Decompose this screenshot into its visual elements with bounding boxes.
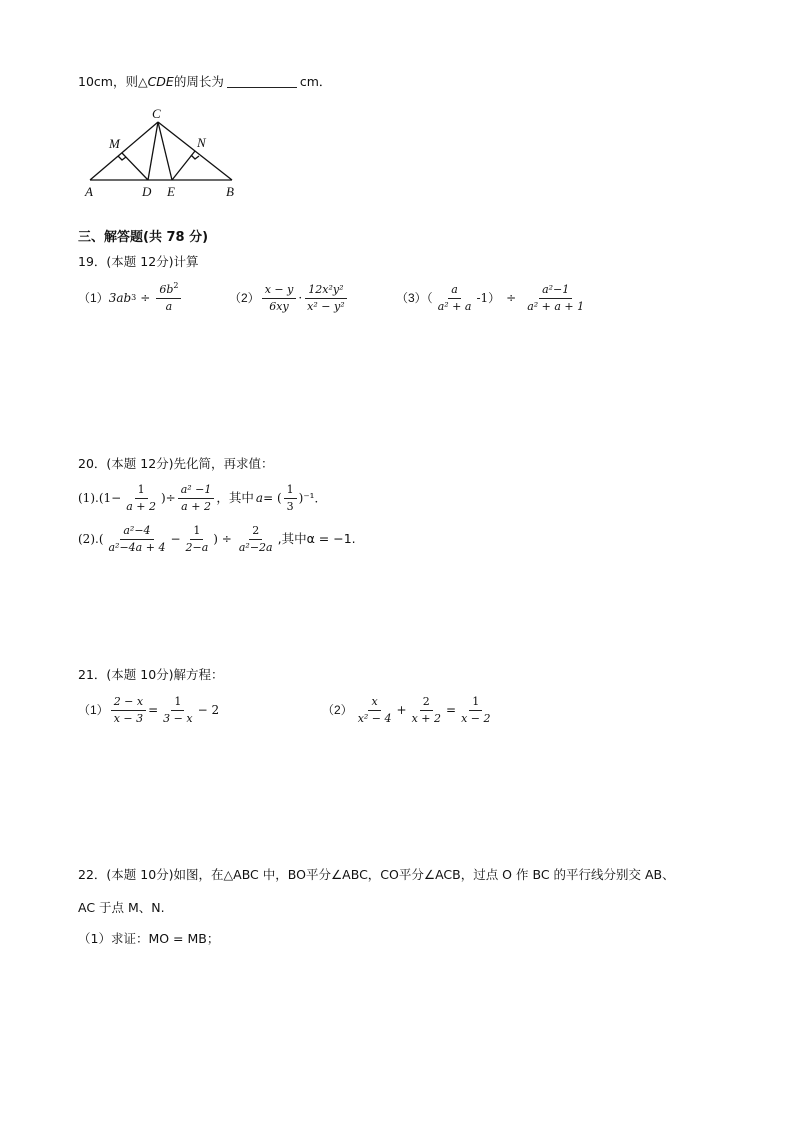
label-d: D (142, 184, 152, 199)
q22-line3: （1）求证：MO = MB； (78, 931, 220, 946)
q19-part1: （1） 3ab 3 ÷ $\frac{6b^2}{a}$ (78, 284, 183, 312)
q18-prefix: 10cm，则△ (78, 74, 148, 89)
q18-tail-line (78, 76, 331, 89)
label-n: N (197, 135, 206, 150)
q22-line1: 22．(本题 10分)如图，在△ABC 中，BO平分∠ABC，CO平分∠ACB，过点 O 作 BC 的平行线分别交 AB、 (78, 867, 675, 882)
q19-part3: （3）（ $\frac{a}{\text{a² + a}}$ -1） ÷ $\frac{\text{a²−1}}{\text{a² + a + 1}}$ (396, 284, 589, 312)
q20-part2: (2).( $\frac{\text{a²−4}}{\text{a²−4a + 4}}$ − $\frac{1}{2-a}$ ) ÷ $\frac{2}{\text{a²−2a}}$ ,其中α = −1. (78, 524, 356, 554)
q19-p1-fraction: $\frac{6b^2}{a}$ (156, 284, 181, 312)
q22-line2: AC 于点 M、N. (78, 900, 165, 915)
right-angle-mark-n (191, 155, 199, 159)
label-m: M (109, 136, 120, 151)
q19-head: 19．(本题 12分)计算 (78, 254, 199, 269)
section-title: 三、解答题(共 78 分) (78, 230, 209, 245)
segment-ac (90, 122, 158, 180)
q19-p2-fraction2: $\frac{\text{12x²y²}}{\text{x² − y²}}$ (307, 283, 345, 313)
q18-triangle: CDE (147, 74, 174, 89)
segment-cd (148, 122, 158, 180)
answer-blank[interactable] (227, 87, 297, 88)
q18-unit: cm． (299, 74, 332, 89)
q21-part2: （2） $\frac{x}{\text{x² − 4}}$ + $\frac{2}{x + 2}$ = $\frac{1}{x - 2}$ (322, 695, 491, 725)
label-b: B (226, 184, 234, 199)
q18-middle: 的周长为 (173, 74, 224, 89)
q19-p3-fraction1: $\frac{a}{\text{a² + a}}$ (437, 283, 472, 313)
label-a: A (85, 184, 93, 199)
label-c: C (152, 106, 161, 121)
label-e: E (167, 184, 175, 199)
q19-p3-fraction2: $\frac{\text{a²−1}}{\text{a² + a + 1}}$ (527, 283, 585, 313)
q21-head: 21．(本题 10分)解方程： (78, 667, 224, 682)
q19-p2-fraction1: $\frac{x - y}{6xy}$ (262, 284, 297, 312)
q20-part1: (1).(1− $\frac{1}{a + 2}$ )÷ $\frac{\text{a² −1}}{a + 2}$ ，其中 a = ( $\frac{1}{3}$ )⁻¹． (78, 483, 327, 513)
q21-part1: （1） $\frac{2 - x}{x - 3}$ = $\frac{1}{3 - x}$ − 2 (78, 695, 220, 725)
q20-head: 20．(本题 12分)先化简，再求值： (78, 456, 274, 471)
triangle-diagram (82, 104, 242, 199)
q19-part2: （2） $\frac{x - y}{6xy}$ · $\frac{\text{12x²y²}}{\text{x² − y²}}$ (229, 284, 350, 312)
